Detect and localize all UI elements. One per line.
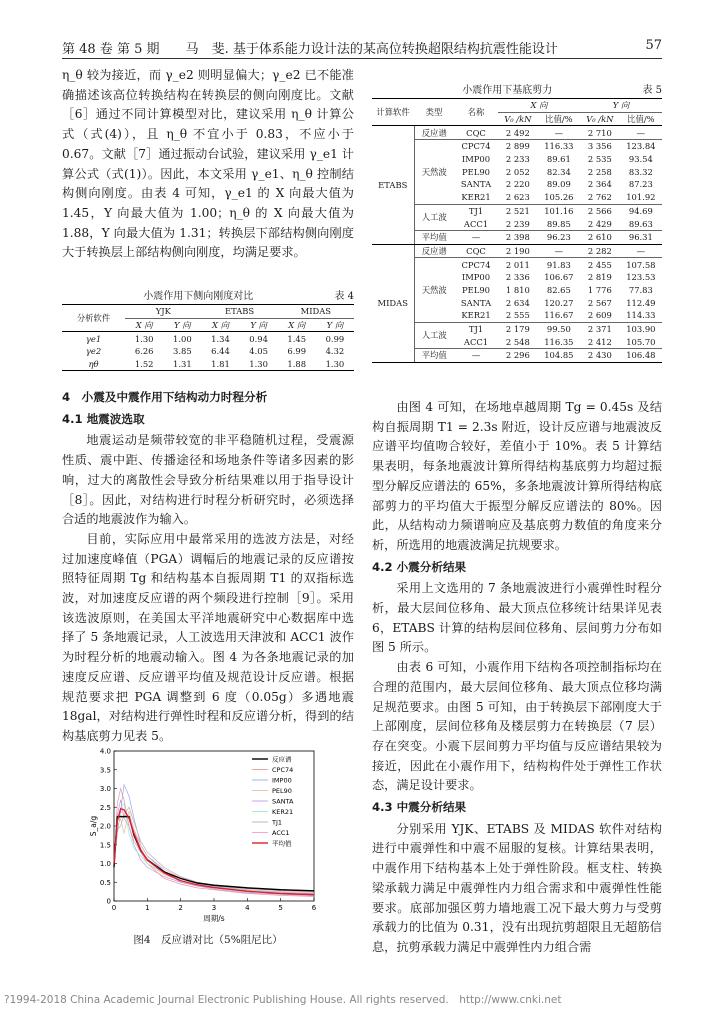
table-5-caption: 小震作用下基底剪力: [462, 85, 553, 96]
cell: TJ1: [468, 205, 484, 216]
cell: CPC74: [461, 141, 491, 152]
cell: CPC74: [461, 259, 491, 270]
cell: 96.23: [538, 230, 580, 244]
cell: 93.54: [628, 154, 653, 165]
right-column: [372, 398, 662, 958]
legend-label: IMP00: [272, 776, 292, 785]
cell: —: [554, 127, 564, 138]
cell: 2 190: [505, 245, 530, 256]
cell: 2 398: [498, 230, 538, 244]
table-5-label: 表 5: [642, 85, 662, 96]
legend-label: KER21: [272, 808, 294, 816]
cell: 1.30: [325, 359, 345, 370]
t4-dir: X 向: [288, 320, 306, 331]
left-column: [62, 66, 354, 263]
type-cell: 反应谱: [414, 244, 454, 258]
table-4-label: 表 4: [334, 291, 354, 302]
table-row: [62, 358, 354, 371]
cell: 1.30: [249, 359, 268, 370]
type-cell: 反应谱: [414, 126, 454, 140]
right-paragraph-3: 由表 6 可知，小震作用下结构各项控制指标均在合理的范围内，最大层间位移角、最大顶点位移均满足规范要求。由图 5 可知，由于转换层下部刚度大于上部刚度，层间位移角及楼层剪力在转换层（7 层）存在突变。小震下层间剪力平均值与反应谱结果较为接近，因此在小震作用下，结构构件处于弹性工作状态，满足设计要求。: [372, 660, 662, 793]
cell: 94.69: [628, 205, 653, 216]
cell: 4.05: [249, 346, 268, 357]
left-paragraph-3: 目前，实际应用中最常采用的选波方法是，对经过加速度峰值（PGA）调幅后的地震记录的反应谱按照特征周期 Tg 和结构基本自振周期 T1 的双指标选波，对加速度反应谱的两个频段进行控制［9］。采用该选波原则，在美国太平洋地震研究中心数据库中选择了 5 条地震记录，人工波选用天津波和 ACC1 波作为时程分析的地震动输入。图 4 为各条地震记录的加速度反应谱、反应谱平均值及规范设计反应谱。根据规范要求把 PGA 调整到 6 度（0.05g）多遇地震 18gal，对结构进行弹性时程和反应谱分析，得到的结构基底剪力见表 5。: [62, 531, 354, 743]
t5-h-v: V₀ /kN: [586, 114, 614, 125]
table-row: [62, 345, 354, 358]
figure-4-chart: [88, 745, 328, 925]
cell: 2 296: [498, 349, 538, 363]
section-42-heading: 4.2 小震分析结果: [372, 559, 467, 574]
row-label: γe2: [85, 346, 102, 357]
y-tick-label: 3.0: [99, 785, 111, 793]
cell: 1.30: [134, 333, 154, 344]
cell: 1.45: [287, 333, 307, 344]
cell: 2 535: [587, 154, 612, 165]
table-row: [372, 244, 662, 258]
cell: 2 179: [505, 324, 530, 335]
y-tick-label: 1.5: [99, 841, 111, 850]
cell: ACC1: [463, 218, 489, 229]
table-4: [62, 290, 354, 371]
x-axis-label: 周期/s: [203, 914, 225, 923]
cell: 104.85: [538, 349, 580, 363]
issue: 第 48 卷 第 5 期: [62, 42, 160, 57]
t4-group: MIDAS: [278, 305, 354, 319]
cell: 120.27: [544, 297, 574, 308]
t5-h-name: 名称: [454, 99, 498, 126]
cell: 106.67: [544, 272, 574, 283]
legend-label: 平均值: [272, 839, 292, 848]
cell: 2 819: [587, 272, 612, 283]
y-tick-label: 2.0: [99, 822, 111, 831]
cell: ACC1: [463, 336, 489, 347]
cell: 2 011: [505, 259, 530, 270]
figure-4-caption: 图4 反应谱对比（5%阻尼比）: [133, 934, 283, 946]
cell: 2 610: [580, 230, 620, 244]
cell: 1.81: [211, 359, 230, 370]
cell: —: [554, 245, 564, 256]
article-title: 基于体系能力设计法的某高位转换超限结构抗震性能设计: [232, 42, 558, 57]
t5-h-type: 类型: [414, 99, 454, 126]
cell: 2 455: [587, 259, 612, 270]
cell: 1.88: [287, 359, 307, 370]
t5-h-y: Y 向: [580, 99, 662, 113]
cell: 2 282: [587, 245, 612, 256]
cell: 116.33: [544, 141, 574, 152]
cell: —: [636, 127, 646, 138]
y-tick-label: 3.5: [99, 766, 111, 775]
row-label: ηθ: [88, 359, 99, 370]
legend-label: PEL90: [272, 787, 292, 795]
t4-dir: Y 向: [250, 320, 267, 331]
section-41-heading: 4.1 地震波选取: [62, 411, 145, 426]
table-row: [372, 258, 662, 271]
cell: 1 810: [505, 284, 530, 295]
cell: 0.99: [325, 333, 345, 344]
series-line-KER21: [114, 804, 314, 895]
legend-label: ACC1: [272, 829, 290, 837]
running-header: [62, 38, 662, 57]
cell: 1.00: [173, 333, 192, 344]
cell: 103.90: [626, 324, 656, 335]
cell: 2 336: [505, 272, 530, 283]
cell: 114.33: [626, 310, 656, 321]
legend-label: SANTA: [272, 797, 294, 806]
author: 马 斐.: [185, 42, 229, 57]
cell: 123.53: [626, 272, 656, 283]
cell: 116.35: [544, 336, 574, 347]
cell: 6.99: [287, 346, 307, 357]
cell: 105.26: [544, 192, 574, 203]
table-5: [372, 84, 662, 363]
cell: 82.34: [546, 166, 571, 177]
cell: 2 258: [587, 166, 612, 177]
cell: 3 356: [587, 141, 612, 152]
series-line-平均值: [114, 809, 314, 895]
cell: 112.49: [626, 297, 656, 308]
cell: KER21: [461, 192, 491, 203]
cell: —: [454, 230, 498, 244]
cell: 2 623: [505, 192, 530, 203]
series-line-PEL90: [114, 811, 314, 894]
cell: 2 371: [587, 324, 612, 335]
table-row: [372, 230, 662, 244]
cell: 89.85: [546, 218, 571, 229]
type-cell: 平均值: [414, 349, 454, 363]
table-row: [372, 140, 662, 153]
table-row: [372, 204, 662, 217]
legend-label: 反应谱: [272, 755, 292, 764]
y-tick-label: 4.0: [99, 747, 111, 756]
cell: KER21: [461, 310, 491, 321]
right-paragraph-1: 由图 4 可知，在场地卓越周期 Tg = 0.45s 及结构自振周期 T1 = 2.3s 附近，设计反应谱与地震波反应谱平均值吻合较好，差值小于 10%。表 5 计算结果表明，每条地震波计算所得结构基底剪力均超过振型分解反应谱法的 65%，多条地震波计算所得结构底部剪力的平均值大于振型分解反应谱法的 80%。因此，从结构动力频谱响应及基底剪力数值的角度来分析，所选用的地震波满足抗规要求。: [372, 400, 662, 552]
cell: 89.09: [546, 179, 571, 190]
cell: PEL90: [462, 166, 490, 177]
cell: CQC: [466, 245, 486, 256]
cell: 6.44: [211, 346, 230, 357]
cell: 2 609: [587, 310, 612, 321]
cell: 1.31: [173, 359, 192, 370]
cell: 106.48: [620, 349, 662, 363]
cell: 2 555: [505, 310, 530, 321]
cell: 2 899: [505, 141, 530, 152]
cell: 2 548: [505, 336, 530, 347]
cell: 99.50: [546, 324, 571, 335]
cell: 96.31: [620, 230, 662, 244]
t5-h-software: 计算软件: [372, 99, 414, 126]
cell: 2 220: [505, 179, 530, 190]
cell: 2 492: [505, 127, 530, 138]
cell: 2 762: [587, 192, 612, 203]
legend-label: TJ1: [272, 818, 283, 827]
y-tick-label: 1.0: [99, 860, 111, 868]
cell: 123.84: [626, 141, 656, 152]
x-tick-label: 4: [245, 904, 250, 912]
t4-col0: 分析软件: [62, 305, 125, 332]
cell: 2 521: [505, 205, 530, 216]
y-axis-label: S_a/g: [89, 815, 98, 837]
x-tick-label: 5: [278, 904, 283, 912]
software-cell: MIDAS: [372, 244, 414, 362]
cell: 2 233: [505, 154, 530, 165]
cell: 2 710: [587, 127, 612, 138]
section-43-heading: 4.3 中震分析结果: [372, 800, 467, 815]
series-line-ACC1: [114, 811, 314, 892]
cell: 105.70: [626, 336, 656, 347]
t5-h-ratio: 比值/%: [627, 114, 655, 125]
cell: SANTA: [460, 179, 492, 190]
cell: 89.61: [546, 154, 571, 165]
section-4-heading: 4 小震及中震作用下结构动力时程分析: [62, 390, 268, 404]
t4-dir: Y 向: [174, 320, 191, 331]
copyright-footer: ?1994-2018 China Academic Journal Electronic Publishing House. All rights reserved. http://www.cnki.net: [4, 994, 562, 1006]
cell: 2 567: [587, 297, 612, 308]
cell: 91.83: [546, 259, 571, 270]
table-row: [372, 349, 662, 363]
left-paragraph-2: 地震运动是频带较宽的非平稳随机过程，受震源性质、震中距、传播途径和场地条件等诸多因素的影响，过大的离散性会导致分析结果难以用于指导设计［8］。因此，对结构进行时程分析研究时，必须选择合适的地震波作为输入。: [62, 433, 354, 527]
cell: PEL90: [462, 284, 490, 295]
cell: 2 052: [505, 166, 530, 177]
table-row: [62, 332, 354, 345]
row-label: γe1: [85, 333, 102, 344]
cell: 1.34: [211, 333, 230, 344]
cell: 82.65: [546, 284, 571, 295]
software-cell: ETABS: [372, 126, 414, 244]
type-cell: 人工波: [414, 204, 454, 230]
y-tick-label: 0.5: [99, 878, 111, 887]
cell: 2 566: [587, 205, 612, 216]
type-cell: 天然波: [414, 258, 454, 322]
t5-h-x: X 向: [498, 99, 580, 113]
cell: 2 429: [587, 218, 612, 229]
t4-group: YJK: [125, 305, 201, 319]
x-tick-label: 0: [111, 904, 117, 912]
t4-dir: X 向: [135, 320, 153, 331]
table-row: [372, 322, 662, 335]
cell: 77.83: [628, 284, 653, 295]
table-4-caption: 小震作用下侧向刚度对比: [143, 291, 254, 302]
t5-h-ratio: 比值/%: [545, 114, 573, 125]
cell: TJ1: [468, 324, 484, 335]
cell: 2 430: [580, 349, 620, 363]
cell: CQC: [466, 127, 486, 138]
left-column-lower: [62, 386, 354, 747]
cell: 1 776: [587, 284, 612, 295]
t4-group: ETABS: [201, 305, 277, 319]
cell: 2 364: [587, 179, 612, 190]
type-cell: 人工波: [414, 322, 454, 348]
cell: 101.16: [544, 205, 574, 216]
legend-label: CPC74: [272, 766, 294, 774]
header-rule: [62, 58, 662, 59]
cell: IMP00: [461, 154, 491, 165]
t4-dir: Y 向: [326, 320, 344, 331]
type-cell: 天然波: [414, 140, 454, 204]
cell: 89.63: [628, 218, 653, 229]
cell: SANTA: [460, 297, 492, 308]
x-tick-label: 6: [311, 904, 317, 912]
x-tick-label: 1: [145, 904, 150, 912]
y-tick-label: 2.5: [99, 803, 111, 812]
t5-h-v: V₀ /kN: [504, 114, 532, 125]
cell: 107.58: [626, 259, 656, 270]
cell: 3.85: [173, 346, 192, 357]
cell: —: [636, 245, 646, 256]
cell: 101.92: [626, 192, 656, 203]
type-cell: 平均值: [414, 230, 454, 244]
cell: IMP00: [461, 272, 491, 283]
cell: 83.32: [628, 166, 653, 177]
cell: 87.23: [628, 179, 653, 190]
y-tick-label: 0: [106, 897, 111, 906]
x-tick-label: 3: [211, 904, 217, 912]
cell: 2 634: [505, 297, 530, 308]
page-number: 57: [645, 38, 662, 53]
cell: —: [454, 349, 498, 363]
table-row: [372, 126, 662, 140]
right-paragraph-2: 采用上文选用的 7 条地震波进行小震弹性时程分析，最大层间位移角、最大顶点位移统计结果详见表 6，ETABS 计算的结构层间位移角、层间剪力分布如图 5 所示。: [372, 581, 662, 655]
x-tick-label: 2: [178, 904, 183, 912]
left-paragraph-1: η_θ 较为接近，而 γ_e2 则明显偏大；γ_e2 已不能准确描述该高位转换结构在转换层的侧向刚度比。文献［6］通过不同计算模型对比，建议采用 η_θ 计算公式（式(4)），且 η_θ 不宜小于 0.83，不应小于 0.67。文献［7］通过振动台试验，建议采用 γ_e1 计算公式（式(1)）。因此，本文采用 γ_e1、η_θ 控制结构侧向刚度。由表 4 可知，γ_e1 的 X 向最大值为 1.45，Y 向最大值为 1.00；η_θ 的 X 向最大值为 1.88，Y 向最大值为 1.31；转换层下部结构侧向刚度大于转换层上部结构侧向刚度，均满足要求。: [62, 68, 354, 260]
cell: 2 412: [587, 336, 612, 347]
cell: 116.67: [544, 310, 574, 321]
cell: 1.52: [134, 359, 154, 370]
cell: 2 239: [505, 218, 530, 229]
cell: 4.32: [325, 346, 345, 357]
t4-dir: X 向: [211, 320, 229, 331]
right-paragraph-4: 分别采用 YJK、ETABS 及 MIDAS 软件对结构进行中震弹性和中震不屈服的复核。计算结果表明，中震作用下结构基本上处于弹性阶段。框支柱、转换梁承载力满足中震弹性内力组合需求和中震弹性性能要求。底部加强区剪力墙地震工况下最大剪力与受剪承载力的比值为 0.31，没有出现抗剪超限且无超筋信息，抗剪承载力满足中震弹性内力组合需: [372, 821, 662, 954]
cell: 6.26: [134, 346, 154, 357]
cell: 0.94: [249, 333, 268, 344]
